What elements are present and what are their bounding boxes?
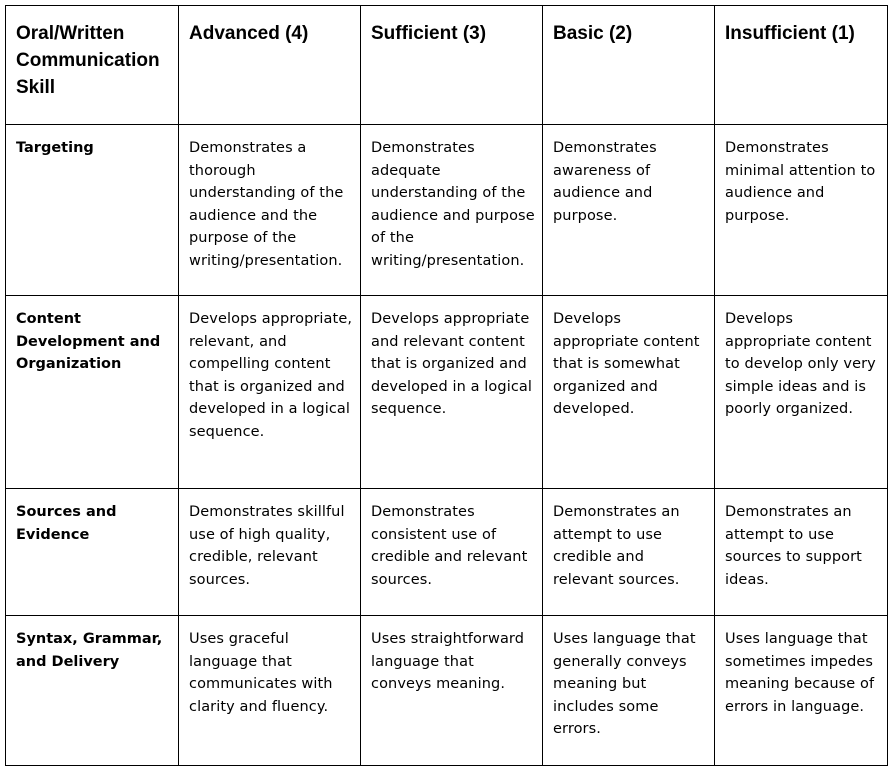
header-sufficient-text: Sufficient (3) xyxy=(371,23,487,44)
insufficient-cell xyxy=(715,296,888,489)
basic-cell xyxy=(543,616,715,766)
header-insufficient-text: Insufficient (1) xyxy=(725,23,855,44)
header-skill xyxy=(6,6,179,125)
header-row xyxy=(6,6,888,125)
basic-text: Demonstrates an attempt to use credible and relevant sources. xyxy=(553,504,680,588)
advanced-text: Demonstrates skillful use of high quality, credible, relevant sources. xyxy=(189,504,345,588)
sufficient-text: Demonstrates adequate understanding of the audience and purpose of the writing/presentation. xyxy=(371,140,535,269)
insufficient-text: Demonstrates minimal attention to audience and purpose. xyxy=(725,140,876,224)
insufficient-text: Develops appropriate content to develop only very simple ideas and is poorly organized. xyxy=(725,311,876,417)
header-skill-text: Oral/Written Communication Skill xyxy=(16,23,160,98)
skill-cell xyxy=(6,616,179,766)
skill-name: Syntax, Grammar, and Delivery xyxy=(16,631,163,670)
skill-name: Content Development and Organization xyxy=(16,311,161,372)
header-advanced xyxy=(179,6,361,125)
insufficient-text: Uses language that sometimes impedes meaning because of errors in language. xyxy=(725,631,875,715)
basic-cell xyxy=(543,296,715,489)
insufficient-text: Demonstrates an attempt to use sources to support ideas. xyxy=(725,504,862,588)
advanced-text: Demonstrates a thorough understanding of the audience and the purpose of the writing/presentation. xyxy=(189,140,344,269)
sufficient-text: Uses straightforward language that conveys meaning. xyxy=(371,631,525,692)
header-basic-text: Basic (2) xyxy=(553,23,633,44)
table-row xyxy=(6,616,888,766)
header-insufficient xyxy=(715,6,888,125)
table-row xyxy=(6,489,888,616)
communication-rubric-table xyxy=(5,5,888,766)
advanced-text: Develops appropriate, relevant, and compelling content that is organized and developed in a logical sequence. xyxy=(189,311,353,440)
advanced-cell xyxy=(179,296,361,489)
advanced-text: Uses graceful language that communicates with clarity and fluency. xyxy=(189,631,333,715)
basic-cell xyxy=(543,489,715,616)
insufficient-cell xyxy=(715,489,888,616)
sufficient-cell xyxy=(361,296,543,489)
advanced-cell xyxy=(179,489,361,616)
skill-cell xyxy=(6,489,179,616)
basic-cell xyxy=(543,125,715,296)
skill-cell xyxy=(6,125,179,296)
sufficient-cell xyxy=(361,489,543,616)
skill-name: Sources and Evidence xyxy=(16,504,117,543)
basic-text: Develops appropriate content that is somewhat organized and developed. xyxy=(553,311,700,417)
header-sufficient xyxy=(361,6,543,125)
table-row xyxy=(6,125,888,296)
sufficient-text: Develops appropriate and relevant content that is organized and developed in a logical sequence. xyxy=(371,311,533,417)
header-advanced-text: Advanced (4) xyxy=(189,23,309,44)
table-row xyxy=(6,296,888,489)
insufficient-cell xyxy=(715,616,888,766)
sufficient-cell xyxy=(361,125,543,296)
skill-cell xyxy=(6,296,179,489)
skill-name: Targeting xyxy=(16,140,94,156)
basic-text: Demonstrates awareness of audience and purpose. xyxy=(553,140,657,224)
insufficient-cell xyxy=(715,125,888,296)
advanced-cell xyxy=(179,616,361,766)
sufficient-text: Demonstrates consistent use of credible and relevant sources. xyxy=(371,504,528,588)
basic-text: Uses language that generally conveys meaning but includes some errors. xyxy=(553,631,696,737)
sufficient-cell xyxy=(361,616,543,766)
header-basic xyxy=(543,6,715,125)
advanced-cell xyxy=(179,125,361,296)
